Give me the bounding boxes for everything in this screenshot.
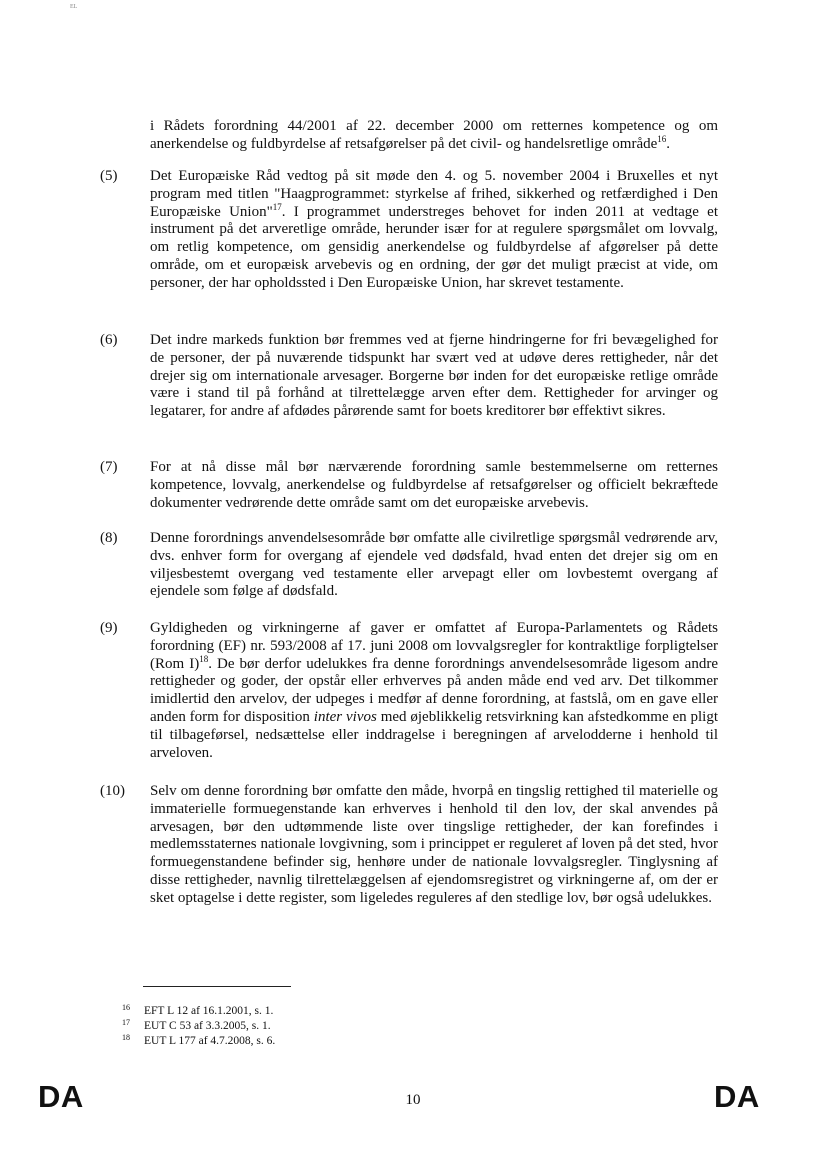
recital-10 <box>100 783 720 908</box>
footnote-number: 17 <box>122 1018 130 1027</box>
recital-number: (5) <box>100 168 118 184</box>
recital-5-text-b: . I programmet understreges behovet for inden 2011 at vedtage et instrument på det arveretlige område, herunder især for at regulere spørgsmålet om lovvalg, om retlig kompetence, om gensidig anerkendelse og fuldbyrdelse af afgørelser på dette område, om et europæisk arvebevis og en ordning, der gør det muligt præcist at vide, om personer, der har opholdssted i Den Europæiske Union, har skrevet testamente. <box>150 203 718 291</box>
recital-5 <box>100 168 720 293</box>
language-code-right: DA <box>714 1079 760 1114</box>
recital-number: (8) <box>100 530 118 546</box>
footnote-number: 16 <box>122 1003 130 1012</box>
recital-10-text: Selv om denne forordning bør omfatte den måde, hvorpå en tingslig rettighed til materielle og immaterielle formuegenstande kan erhverves i henhold til den lov, der skal anvendes på arvesagen, bør den udtømmende liste over tingslige rettigheder, der kan forefindes i medlemsstaternes nationale lovgivning, som i princippet er reguleret af loven på det sted, hvor formuegenstandene befinder sig, henhøre under de nationale lovvalgsregler. Tinglysning af disse rettigheder, navnlig tilrettelæggelsen af ejendomsregistret og virkningerne af, om der er sket optagelse i dette register, som ligeledes reguleres af den stedlige lov, bør også udelukkes. <box>150 783 718 906</box>
footnote-18 <box>122 1034 522 1048</box>
recital-9-text-b: . De bør derfor udelukkes fra denne forordnings anvendelsesområde ligesom andre rettigheder og goder, der opstår eller erhverves på anden måde end ved arv. Det tilkommer imidlertid den arvelov, der udpeges i medfør af denne forordning, at fastslå, om en gave eller anden form for disposition <box>150 655 718 725</box>
recital-9-text-a: Gyldigheden og virkningerne af gaver er omfattet af Europa-Parlamentets og Rådets forordning (EF) nr. 593/2008 af 17. juni 2008 om lovvalgsregler for kontraktlige forpligtelser (Rom I) <box>150 620 718 672</box>
recital-number: (7) <box>100 459 118 475</box>
language-code-left: DA <box>38 1079 84 1114</box>
intro-text-a: i Rådets forordning 44/2001 af 22. december 2000 om retternes kompetence og om anerkendelse og fuldbyrdelse af retsafgørelser på det civil- og handelsretlige område <box>150 118 718 152</box>
footnote-ref-17[interactable]: 17 <box>272 201 282 212</box>
intro-paragraph: i Rådets forordning 44/2001 af 22. december 2000 om retternes kompetence og om anerkendelse og fuldbyrdelse af retsafgørelser på det civil- og handelsretlige område$^{16}$. <box>150 118 718 152</box>
footnote-ref-16[interactable]: 16 <box>657 133 667 144</box>
footnote-number: 18 <box>122 1033 130 1042</box>
recital-9-italic: inter vivos <box>313 708 377 725</box>
recital-7-text: For at nå disse mål bør nærværende forordning samle bestemmelserne om retternes kompetence, lovvalg, anerkendelse og fuldbyrdelse af retsafgørelser og officielt bekræftede dokumenter vedrørende dette område samt om det europæiske arvebevis. <box>150 459 718 511</box>
recital-number: (6) <box>100 332 118 348</box>
footnote-text: EUT C 53 af 3.3.2005, s. 1. <box>144 1020 271 1032</box>
footnote-17 <box>122 1019 522 1033</box>
recital-5-text-a: Det Europæiske Råd vedtog på sit møde den 4. og 5. november 2004 i Bruxelles et nyt program med titlen "Haagprogrammet: styrkelse af frihed, sikkerhed og retfærdighed i Den Europæiske Union" <box>150 168 718 220</box>
footnote-text: EFT L 12 af 16.1.2001, s. 1. <box>144 1005 274 1017</box>
footnote-16 <box>122 1004 522 1018</box>
recital-7 <box>100 459 720 512</box>
recital-9-text-c: med øjeblikkelig retsvirkning kan afstedkomme en pligt til tilbageførsel, nedsættelse eller inddragelse i beregningen af arvelodderne i henhold til arveloven. <box>150 708 719 761</box>
recital-number: (10) <box>100 783 125 799</box>
header-mark: EL <box>70 4 78 10</box>
footnote-divider <box>143 986 291 987</box>
recital-8 <box>100 530 720 601</box>
recital-6-text: Det indre markeds funktion bør fremmes ved at fjerne hindringerne for fri bevægelighed for de personer, der på nuværende tidspunkt har svært ved at udøve deres rettigheder, når det drejer sig om internationale arvesager. Borgerne bør inden for det europæiske retlige område være i stand til på forhånd at tilrettelægge arven efter dem. Rettigheder for arvinger og legatarer, for andre af afdødes pårørende samt for boets kreditorer bør effektivt sikres. <box>150 332 718 420</box>
page-number: 10 <box>405 1092 421 1108</box>
recital-8-text: Denne forordnings anvendelsesområde bør omfatte alle civilretlige spørgsmål vedrørende arv, dvs. enhver form for overgang af ejendele ved dødsfald, hvad enten det drejer sig om en viljesbestemt overgang ved testamente eller arvepagt eller om lovbestemt overgang af ejendele som følge af dødsfald. <box>150 530 718 600</box>
footnote-ref-18[interactable]: 18 <box>199 653 209 664</box>
recital-9 <box>100 620 720 762</box>
footnote-text: EUT L 177 af 4.7.2008, s. 6. <box>144 1035 276 1047</box>
recital-6 <box>100 332 720 421</box>
recital-number: (9) <box>100 620 118 636</box>
